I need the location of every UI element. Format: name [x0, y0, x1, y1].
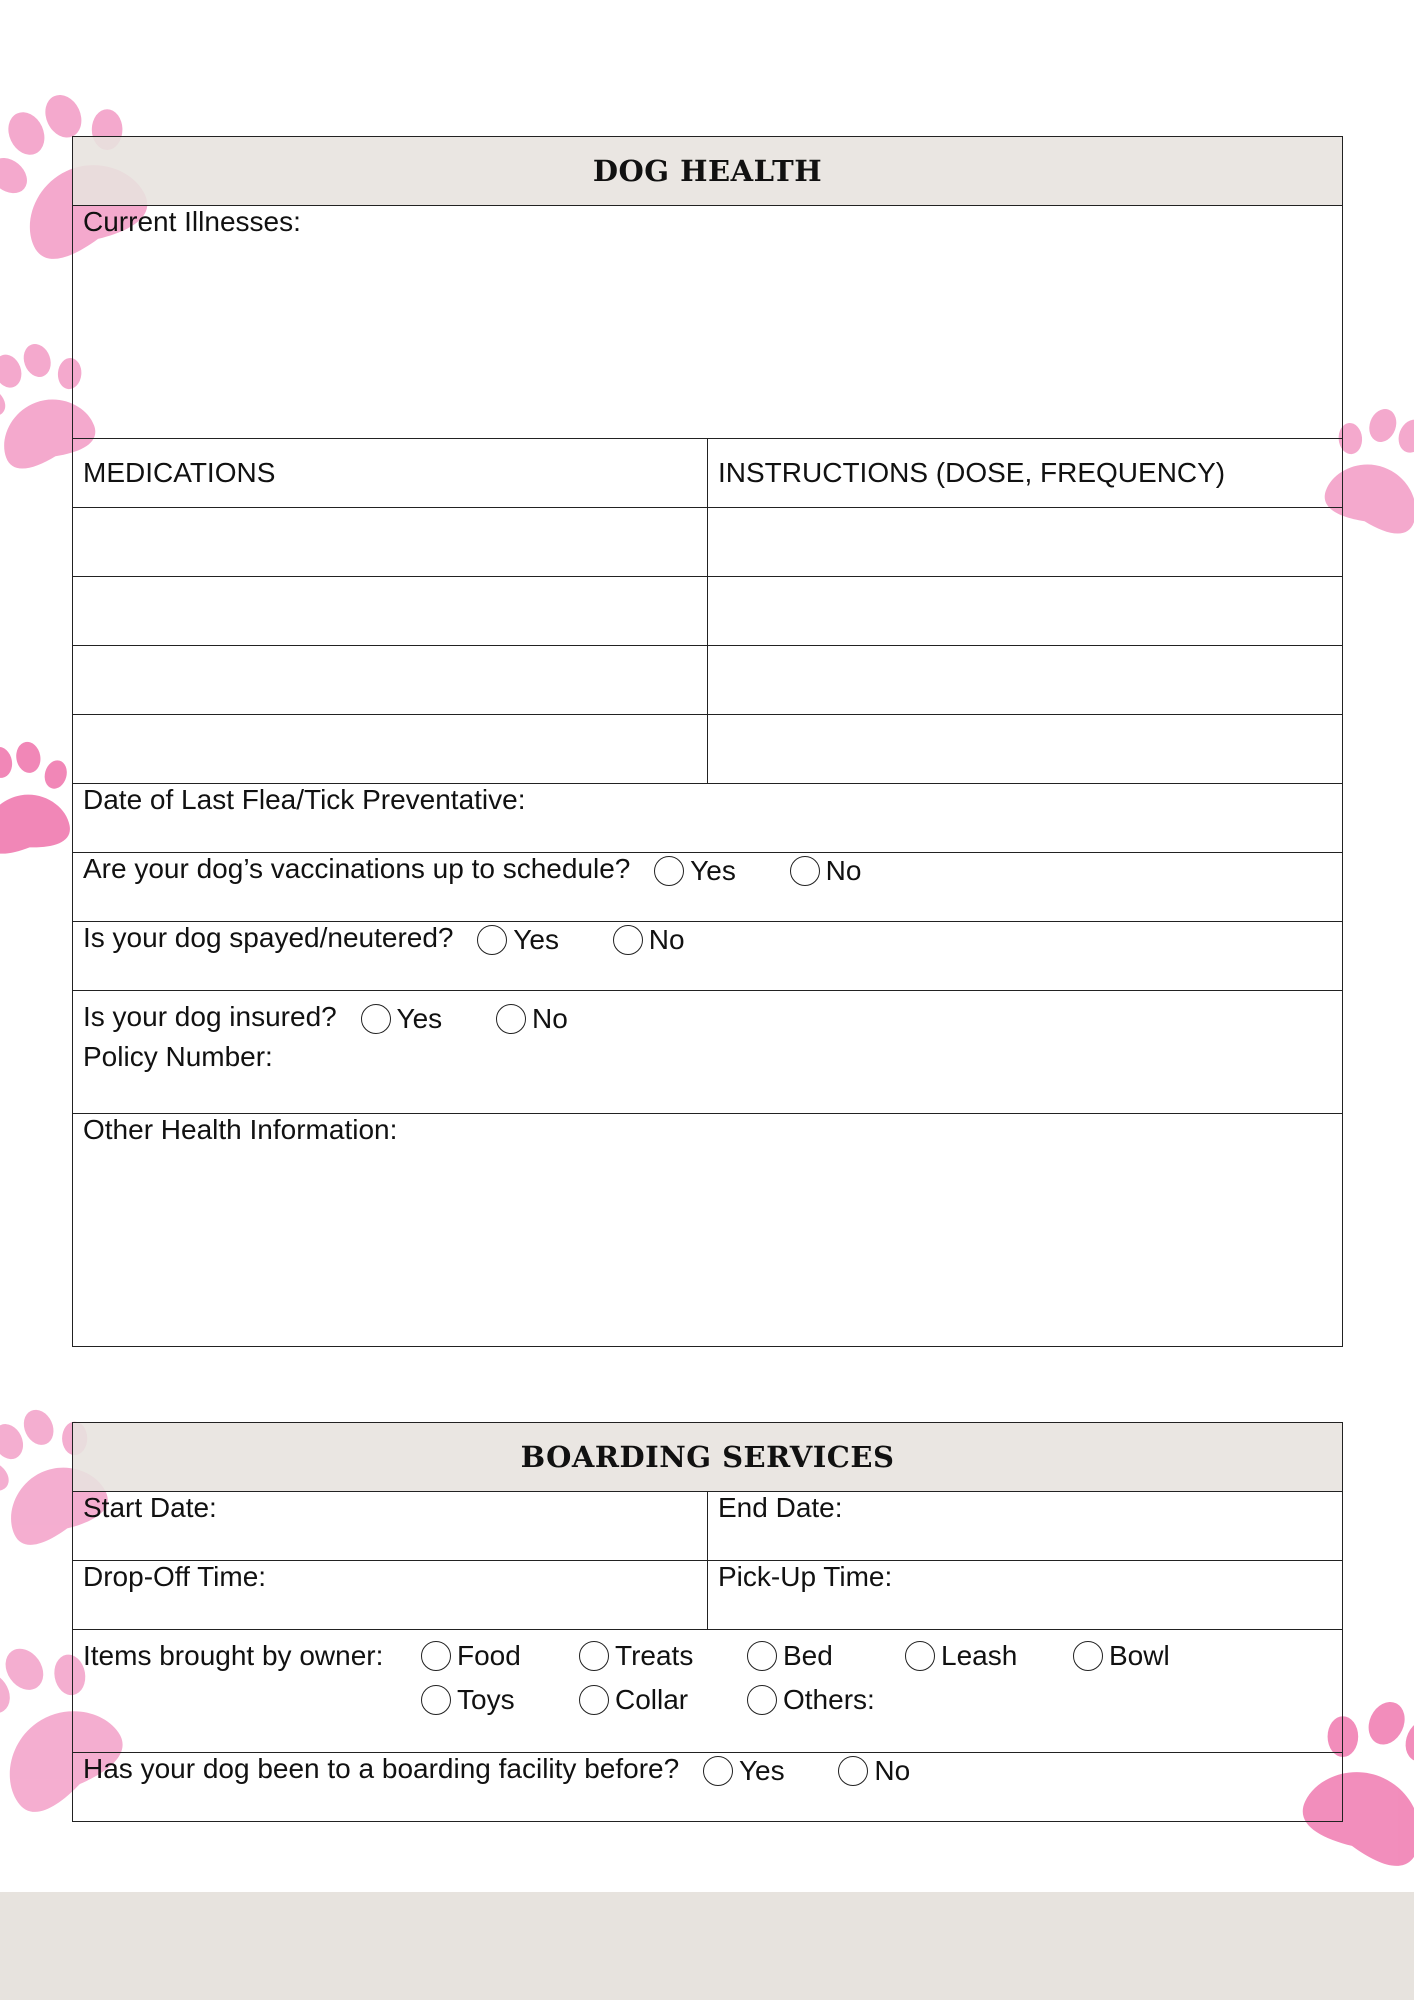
radio-button[interactable]: [1073, 1641, 1103, 1671]
flea-tick-field[interactable]: [73, 784, 1343, 853]
option-label: Treats: [615, 1640, 694, 1671]
boarding-facility-row: [73, 1753, 1343, 1822]
radio-button[interactable]: [790, 856, 820, 886]
instruction-cell[interactable]: [708, 577, 1343, 646]
insured-row: [73, 991, 1343, 1114]
instruction-cell[interactable]: [708, 508, 1343, 577]
radio-button[interactable]: [579, 1685, 609, 1715]
radio-button[interactable]: [421, 1685, 451, 1715]
radio-button[interactable]: [654, 856, 684, 886]
radio-button[interactable]: [905, 1641, 935, 1671]
spayed-no-option[interactable]: [613, 924, 685, 956]
instruction-cell[interactable]: [708, 715, 1343, 784]
radio-button[interactable]: [747, 1641, 777, 1671]
pickup-time-field[interactable]: [708, 1561, 1343, 1630]
radio-button[interactable]: [579, 1641, 609, 1671]
medication-cell[interactable]: [73, 715, 708, 784]
instructions-header: INSTRUCTIONS (DOSE, FREQUENCY): [708, 439, 1343, 508]
item-others-option[interactable]: [747, 1684, 905, 1716]
current-illnesses-label: Current Illnesses:: [83, 206, 301, 237]
vaccinations-no-option[interactable]: [790, 855, 862, 887]
option-label: Bed: [783, 1640, 833, 1671]
spayed-question: Is your dog spayed/neutered?: [83, 922, 454, 953]
item-treats-option[interactable]: [579, 1640, 747, 1672]
radio-button[interactable]: [361, 1004, 391, 1034]
radio-button[interactable]: [496, 1004, 526, 1034]
insured-yes-option[interactable]: [361, 1003, 443, 1035]
insured-question: Is your dog insured?: [83, 1001, 337, 1032]
dog-health-table: [72, 136, 1343, 1347]
item-toys-option[interactable]: [421, 1684, 579, 1716]
items-label: Items brought by owner:: [83, 1640, 384, 1671]
option-label: Bowl: [1109, 1640, 1170, 1671]
item-food-option[interactable]: [421, 1640, 579, 1672]
flea-tick-label: Date of Last Flea/Tick Preventative:: [83, 784, 526, 815]
start-date-label: Start Date:: [83, 1492, 217, 1523]
option-label: Yes: [396, 1002, 443, 1034]
start-date-field[interactable]: [73, 1492, 708, 1561]
policy-number-label: Policy Number:: [83, 1040, 273, 1072]
vaccinations-yes-option[interactable]: [654, 855, 736, 887]
policy-number-field[interactable]: [83, 1041, 1332, 1073]
medication-cell[interactable]: [73, 508, 708, 577]
medication-cell[interactable]: [73, 577, 708, 646]
other-health-info-label: Other Health Information:: [83, 1114, 398, 1145]
radio-button[interactable]: [838, 1756, 868, 1786]
paw-print-icon: [0, 728, 80, 858]
item-collar-option[interactable]: [579, 1684, 747, 1716]
end-date-label: End Date:: [718, 1492, 843, 1523]
option-label: Collar: [615, 1684, 689, 1715]
medications-header: MEDICATIONS: [73, 439, 708, 508]
facility-no-option[interactable]: [838, 1755, 910, 1787]
option-label: No: [648, 923, 685, 955]
dropoff-time-field[interactable]: [73, 1561, 708, 1630]
option-label: No: [825, 854, 862, 886]
insured-no-option[interactable]: [496, 1003, 568, 1035]
radio-button[interactable]: [421, 1641, 451, 1671]
vaccinations-row: [73, 853, 1343, 922]
end-date-field[interactable]: [708, 1492, 1343, 1561]
option-label: Yes: [690, 854, 736, 886]
option-label: Food: [457, 1640, 521, 1671]
spayed-yes-option[interactable]: [477, 924, 559, 956]
boarding-services-title: BOARDING SERVICES: [73, 1423, 1343, 1492]
dropoff-time-label: Drop-Off Time:: [83, 1561, 267, 1592]
option-label: Yes: [513, 923, 559, 955]
spayed-row: [73, 922, 1343, 991]
radio-button[interactable]: [613, 925, 643, 955]
option-label: Others:: [783, 1684, 875, 1715]
pickup-time-label: Pick-Up Time:: [718, 1561, 893, 1592]
option-label: Leash: [941, 1640, 1018, 1671]
item-leash-option[interactable]: [905, 1640, 1073, 1672]
item-bowl-option[interactable]: [1073, 1640, 1223, 1672]
option-label: No: [874, 1754, 911, 1786]
boarding-services-table: [72, 1422, 1343, 1822]
radio-button[interactable]: [477, 925, 507, 955]
vaccinations-question: Are your dog’s vaccinations up to schedule?: [83, 853, 631, 884]
facility-yes-option[interactable]: [703, 1755, 785, 1787]
other-health-info-field[interactable]: [73, 1114, 1343, 1347]
footer-band: [0, 1892, 1414, 2000]
dog-health-title: DOG HEALTH: [73, 137, 1343, 206]
radio-button[interactable]: [703, 1756, 733, 1786]
items-options: [421, 1640, 1223, 1716]
option-label: Toys: [457, 1684, 515, 1715]
option-label: No: [531, 1002, 568, 1034]
current-illnesses-field[interactable]: [73, 206, 1343, 439]
items-row: [73, 1630, 1343, 1753]
radio-button[interactable]: [747, 1685, 777, 1715]
instruction-cell[interactable]: [708, 646, 1343, 715]
medication-cell[interactable]: [73, 646, 708, 715]
option-label: Yes: [738, 1754, 785, 1786]
item-bed-option[interactable]: [747, 1640, 905, 1672]
boarding-facility-question: Has your dog been to a boarding facility before?: [83, 1753, 680, 1784]
